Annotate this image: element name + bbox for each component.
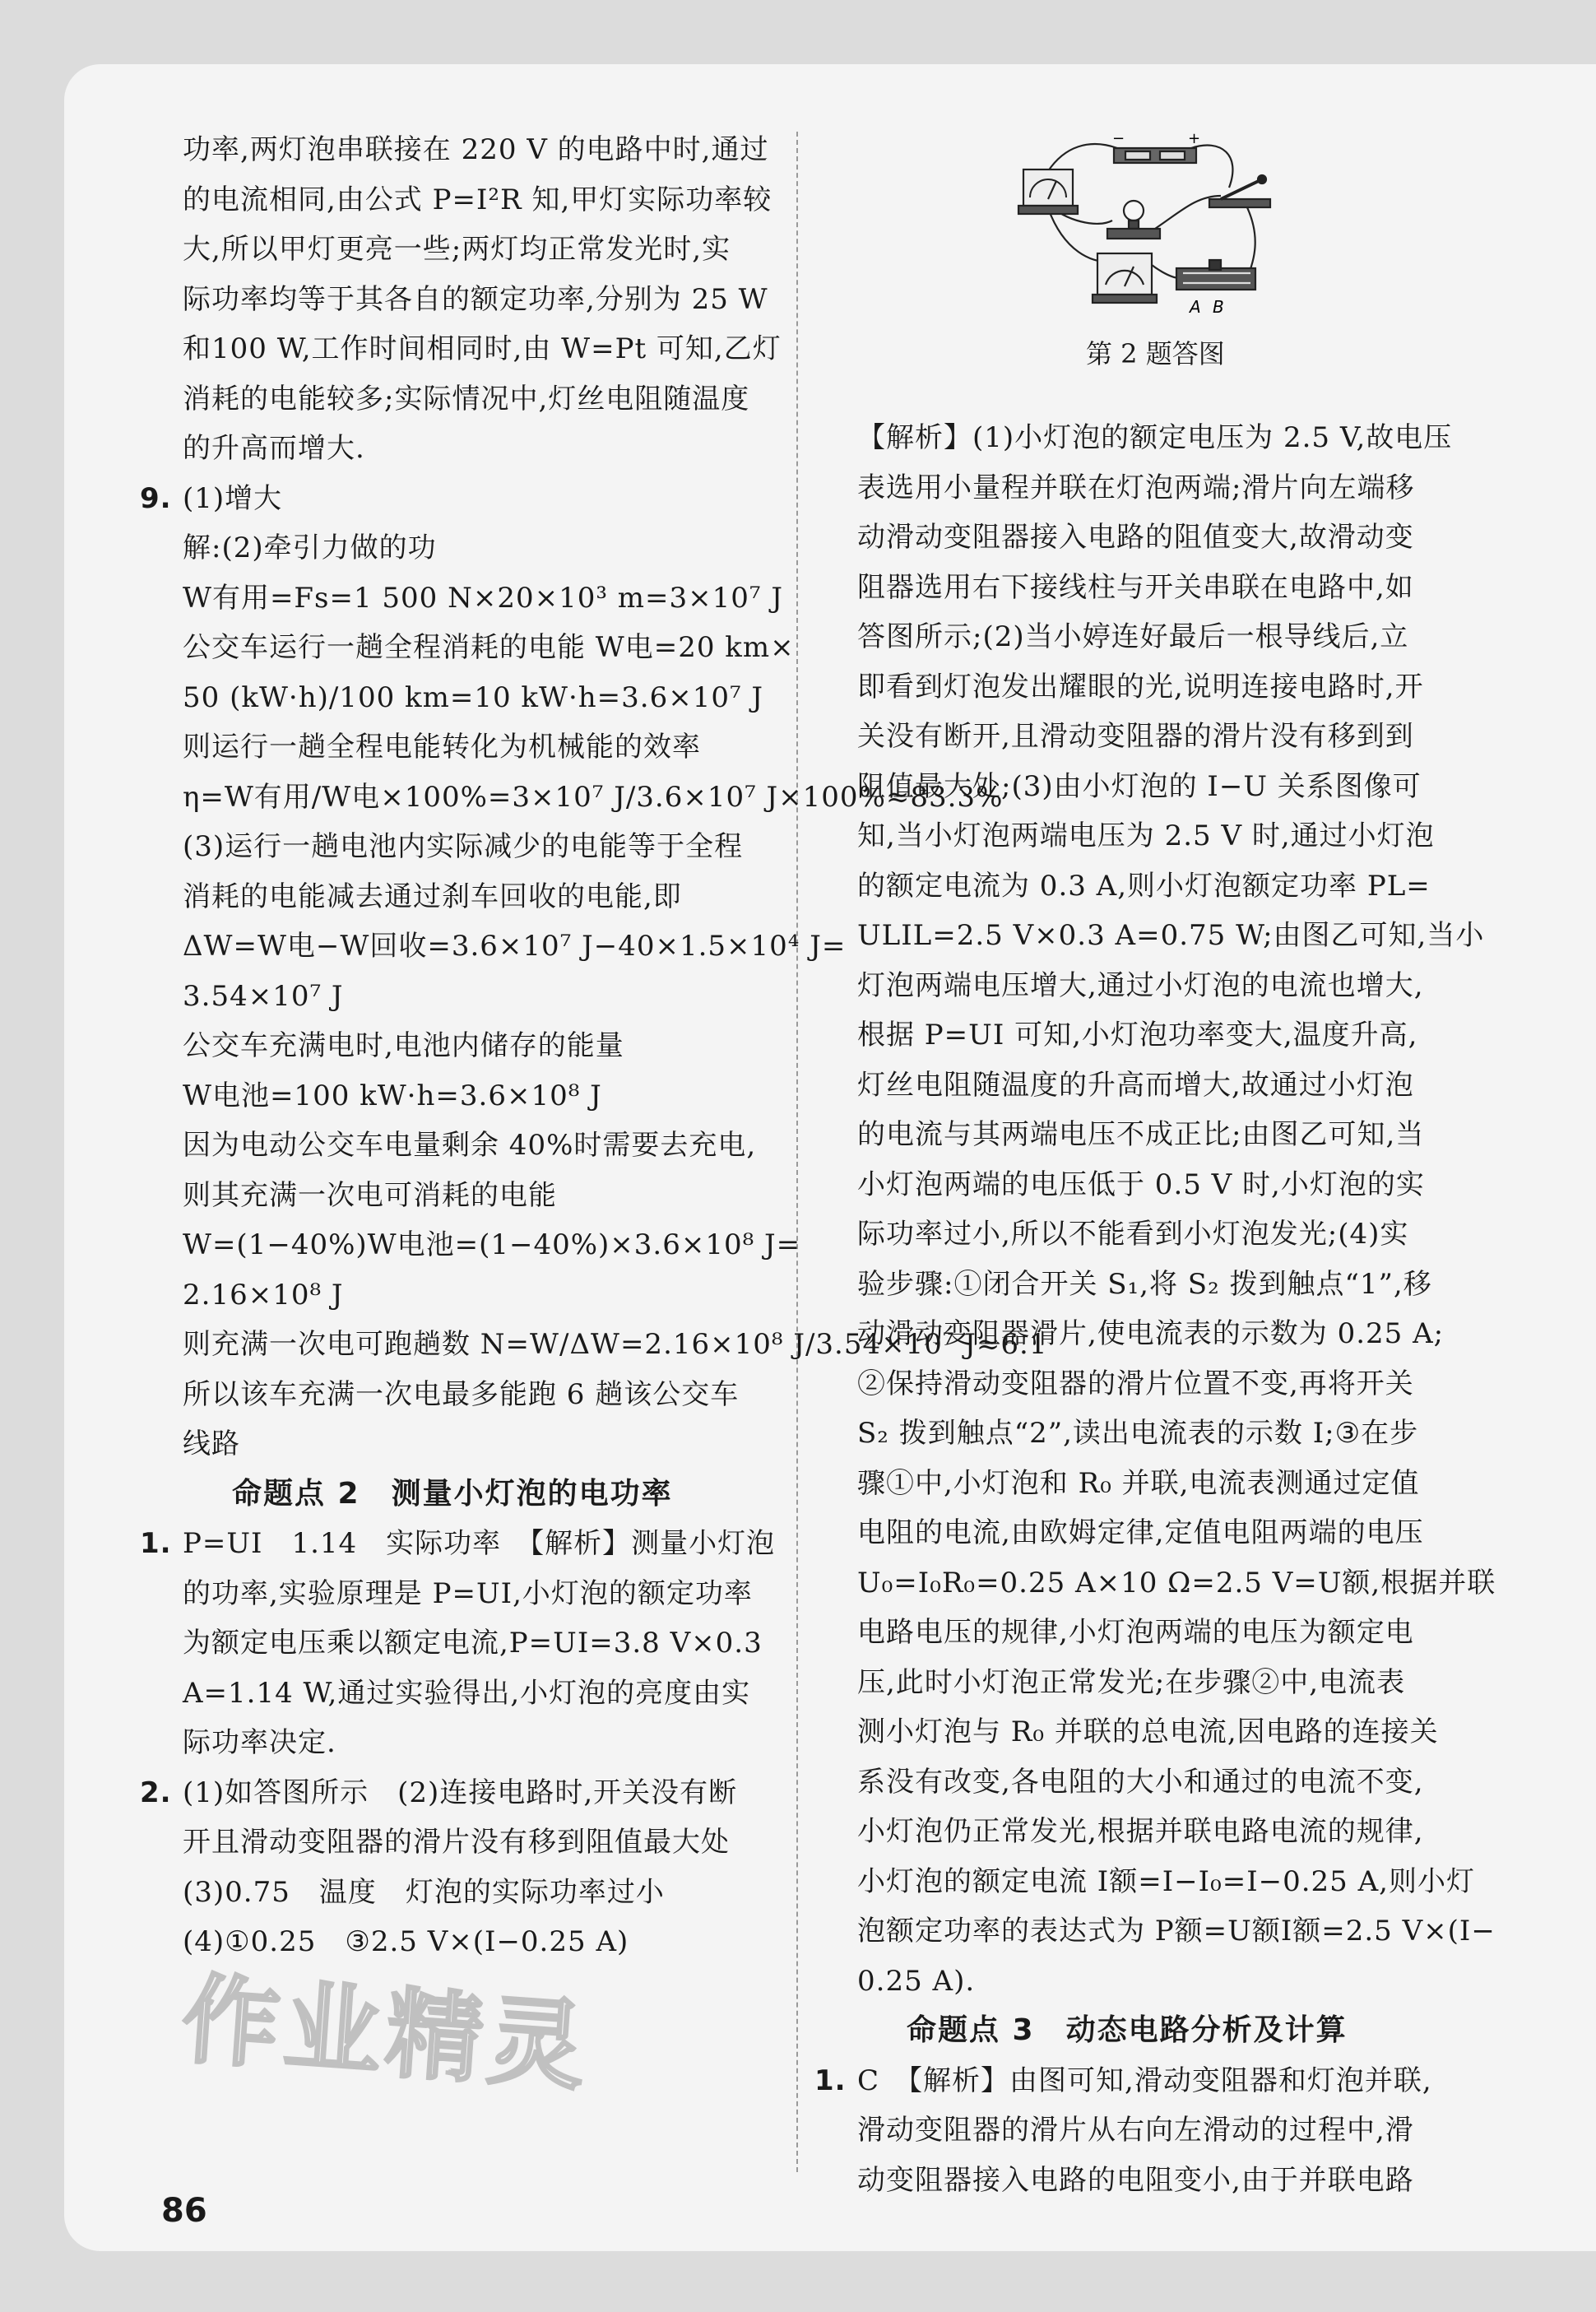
- text-line: 知,当小灯泡两端电压为 2.5 V 时,通过小灯泡: [857, 819, 1435, 852]
- text-line: 【解析】(1)小灯泡的额定电压为 2.5 V,故电压: [857, 421, 1453, 454]
- text-line: 小灯泡的额定电流 I额=I−I₀=I−0.25 A,则小灯: [857, 1864, 1475, 1898]
- text-line: 测小灯泡与 R₀ 并联的总电流,因电路的连接关: [857, 1715, 1439, 1748]
- text-line: 线路: [183, 1428, 240, 1460]
- text-line: 小灯泡仍正常发光,根据并联电路电流的规律,: [857, 1815, 1424, 1848]
- text-line: 的功率,实验原理是 P=UI,小灯泡的额定功率: [183, 1576, 753, 1610]
- text-line: W有用=Fs=1 500 N×20×10³ m=3×10⁷ J: [183, 581, 783, 615]
- question-number: 1.: [140, 1527, 172, 1560]
- question-number: 1.: [814, 2064, 847, 2097]
- text-line: 压,此时小灯泡正常发光;在步骤②中,电流表: [857, 1665, 1406, 1699]
- text-line: 电阻的电流,由欧姆定律,定值电阻两端的电压: [857, 1516, 1424, 1549]
- text-line: 公交车充满电时,电池内储存的能量: [183, 1029, 624, 1062]
- wire: [1048, 144, 1117, 171]
- text-line: P=UI 1.14 实际功率 【解析】测量小灯泡: [183, 1527, 776, 1560]
- text-line: 关没有断开,且滑动变阻器的滑片没有移到到: [857, 720, 1414, 753]
- text-line: 验步骤:①闭合开关 S₁,将 S₂ 拨到触点“1”,移: [857, 1267, 1432, 1301]
- text-line: W电池=100 kW·h=3.6×10⁸ J: [183, 1079, 602, 1112]
- text-line: 动变阻器接入电路的电阻变小,由于并联电路: [857, 2163, 1414, 2197]
- text-line: (3)0.75 温度 灯泡的实际功率过小: [183, 1875, 665, 1909]
- text-line: 则其充满一次电可消耗的电能: [183, 1178, 557, 1212]
- text-line: 3.54×10⁷ J: [183, 979, 344, 1013]
- text-line: 2.16×10⁸ J: [183, 1278, 344, 1312]
- text-line: (1)如答图所示 (2)连接电路时,开关没有断: [183, 1776, 738, 1809]
- text-line: 的升高而增大.: [183, 432, 365, 465]
- figure-caption: 第 2 题答图: [1086, 338, 1225, 369]
- wire: [1191, 146, 1232, 188]
- text-line: 开且滑动变阻器的滑片没有移到阻值最大处: [183, 1826, 730, 1859]
- text-line: 的电流与其两端电压不成正比;由图乙可知,当: [857, 1118, 1425, 1151]
- text-line: C 【解析】由图可知,滑动变阻器和灯泡并联,: [857, 2064, 1432, 2097]
- text-line: 动滑动变阻器接入电路的阻值变大,故滑动变: [857, 521, 1414, 554]
- text-line: 骤①中,小灯泡和 R₀ 并联,电流表测通过定值: [857, 1466, 1420, 1500]
- text-line: 泡额定功率的表达式为 P额=U额I额=2.5 V×(I−: [857, 1915, 1496, 1948]
- text-line: 答图所示;(2)当小婷连好最后一根导线后,立: [857, 620, 1409, 653]
- text-line: 大,所以甲灯更亮一些;两灯均正常发光时,实: [183, 233, 731, 266]
- text-line: 消耗的电能减去通过刹车回收的电能,即: [183, 880, 682, 913]
- text-line: 因为电动公交车电量剩余 40%时需要去充电,: [183, 1129, 757, 1162]
- text-line: 为额定电压乘以额定电流,P=UI=3.8 V×0.3: [183, 1627, 763, 1660]
- text-line: (4)①0.25 ③2.5 V×(I−0.25 A): [183, 1925, 629, 1958]
- text-line: 电路电压的规律,小灯泡两端的电压为额定电: [857, 1616, 1414, 1649]
- text-line: 灯丝电阻随温度的升高而增大,故通过小灯泡: [857, 1068, 1414, 1102]
- text-line: 0.25 A).: [857, 1964, 976, 1998]
- text-line: 表选用小量程并联在灯泡两端;滑片向左端移: [857, 471, 1415, 504]
- text-line: 际功率均等于其各自的额定功率,分别为 25 W: [183, 282, 768, 316]
- text-line: 阻器选用右下接线柱与开关串联在电路中,如: [857, 570, 1414, 604]
- text-line: S₂ 拨到触点“2”,读出电流表的示数 I;③在步: [857, 1417, 1419, 1450]
- switch: [1209, 199, 1270, 207]
- text-line: 消耗的电能较多;实际情况中,灯丝电阻随温度: [183, 382, 750, 416]
- text-line: ②保持滑动变阻器的滑片位置不变,再将开关: [857, 1367, 1414, 1400]
- text-line: 小灯泡两端的电压低于 0.5 V 时,小灯泡的实: [857, 1168, 1425, 1201]
- voltmeter: [1097, 253, 1152, 295]
- text-line: 动滑动变阻器滑片,使电流表的示数为 0.25 A;: [857, 1317, 1445, 1350]
- text-line: 际功率过小,所以不能看到小灯泡发光;(4)实: [857, 1218, 1409, 1251]
- text-line: 系没有改变,各电阻的大小和通过的电流不变,: [857, 1765, 1424, 1799]
- question-number: 2.: [140, 1776, 172, 1809]
- wire: [1246, 204, 1255, 278]
- column-divider: [796, 132, 798, 2172]
- rheostat-a-label: A: [1190, 297, 1201, 317]
- text-line: 50 (kW·h)/100 km=10 kW·h=3.6×10⁷ J: [183, 680, 764, 714]
- circuit-answer-figure: [1015, 130, 1287, 319]
- section-heading: 命题点 3 动态电路分析及计算: [907, 2013, 1348, 2047]
- battery-plus-label: +: [1188, 130, 1201, 147]
- text-line: 则充满一次电可跑趟数 N=W/ΔW=2.16×10⁸ J/3.54×10⁷ J≈6.1: [183, 1328, 1048, 1361]
- text-line: 灯泡两端电压增大,通过小灯泡的电流也增大,: [857, 968, 1424, 1002]
- text-line: 阻值最大处;(3)由小灯泡的 I−U 关系图像可: [857, 769, 1422, 803]
- text-line: ULIL=2.5 V×0.3 A=0.75 W;由图乙可知,当小: [857, 919, 1485, 952]
- text-line: 则运行一趟全程电能转化为机械能的效率: [183, 731, 701, 764]
- text-line: 际功率决定.: [183, 1726, 336, 1759]
- ammeter: [1023, 169, 1073, 206]
- text-line: 功率,两灯泡串联接在 220 V 的电路中时,通过: [183, 133, 769, 166]
- text-line: 即看到灯泡发出耀眼的光,说明连接电路时,开: [857, 670, 1424, 703]
- text-line: 滑动变阻器的滑片从右向左滑动的过程中,滑: [857, 2114, 1414, 2147]
- battery-minus-label: −: [1112, 130, 1125, 147]
- text-line: η=W有用/W电×100%=3×10⁷ J/3.6×10⁷ J×100%≈83.3%: [183, 780, 1004, 814]
- page-number: 86: [161, 2192, 207, 2230]
- text-line: 解:(2)牵引力做的功: [183, 532, 437, 564]
- text-line: (1)增大: [183, 481, 283, 515]
- rheostat: [1176, 268, 1255, 290]
- text-line: 公交车运行一趟全程消耗的电能 W电=20 km×: [183, 631, 795, 664]
- text-line: 和100 W,工作时间相同时,由 W=Pt 可知,乙灯: [183, 332, 782, 365]
- text-line: 的电流相同,由公式 P=I²R 知,甲灯实际功率较: [183, 183, 772, 216]
- text-line: 根据 P=UI 可知,小灯泡功率变大,温度升高,: [857, 1019, 1418, 1052]
- rheostat-b-label: B: [1213, 297, 1224, 317]
- text-line: W=(1−40%)W电池=(1−40%)×3.6×10⁸ J=: [183, 1228, 801, 1261]
- text-line: 的额定电流为 0.3 A,则小灯泡额定功率 PL=: [857, 869, 1431, 903]
- text-line: (3)运行一趟电池内实际减少的电能等于全程: [183, 830, 744, 863]
- text-line: U₀=I₀R₀=0.25 A×10 Ω=2.5 V=U额,根据并联: [857, 1566, 1496, 1599]
- bulb: [1124, 201, 1144, 221]
- section-heading: 命题点 2 测量小灯泡的电功率: [232, 1476, 673, 1511]
- text-line: A=1.14 W,通过实验得出,小灯泡的亮度由实: [183, 1676, 751, 1710]
- text-line: 所以该车充满一次电最多能跑 6 趟该公交车: [183, 1377, 740, 1411]
- question-number: 9.: [140, 481, 172, 515]
- text-line: ΔW=W电−W回收=3.6×10⁷ J−40×1.5×10⁴ J=: [183, 930, 847, 963]
- watermark: 作业精灵: [179, 1961, 594, 2105]
